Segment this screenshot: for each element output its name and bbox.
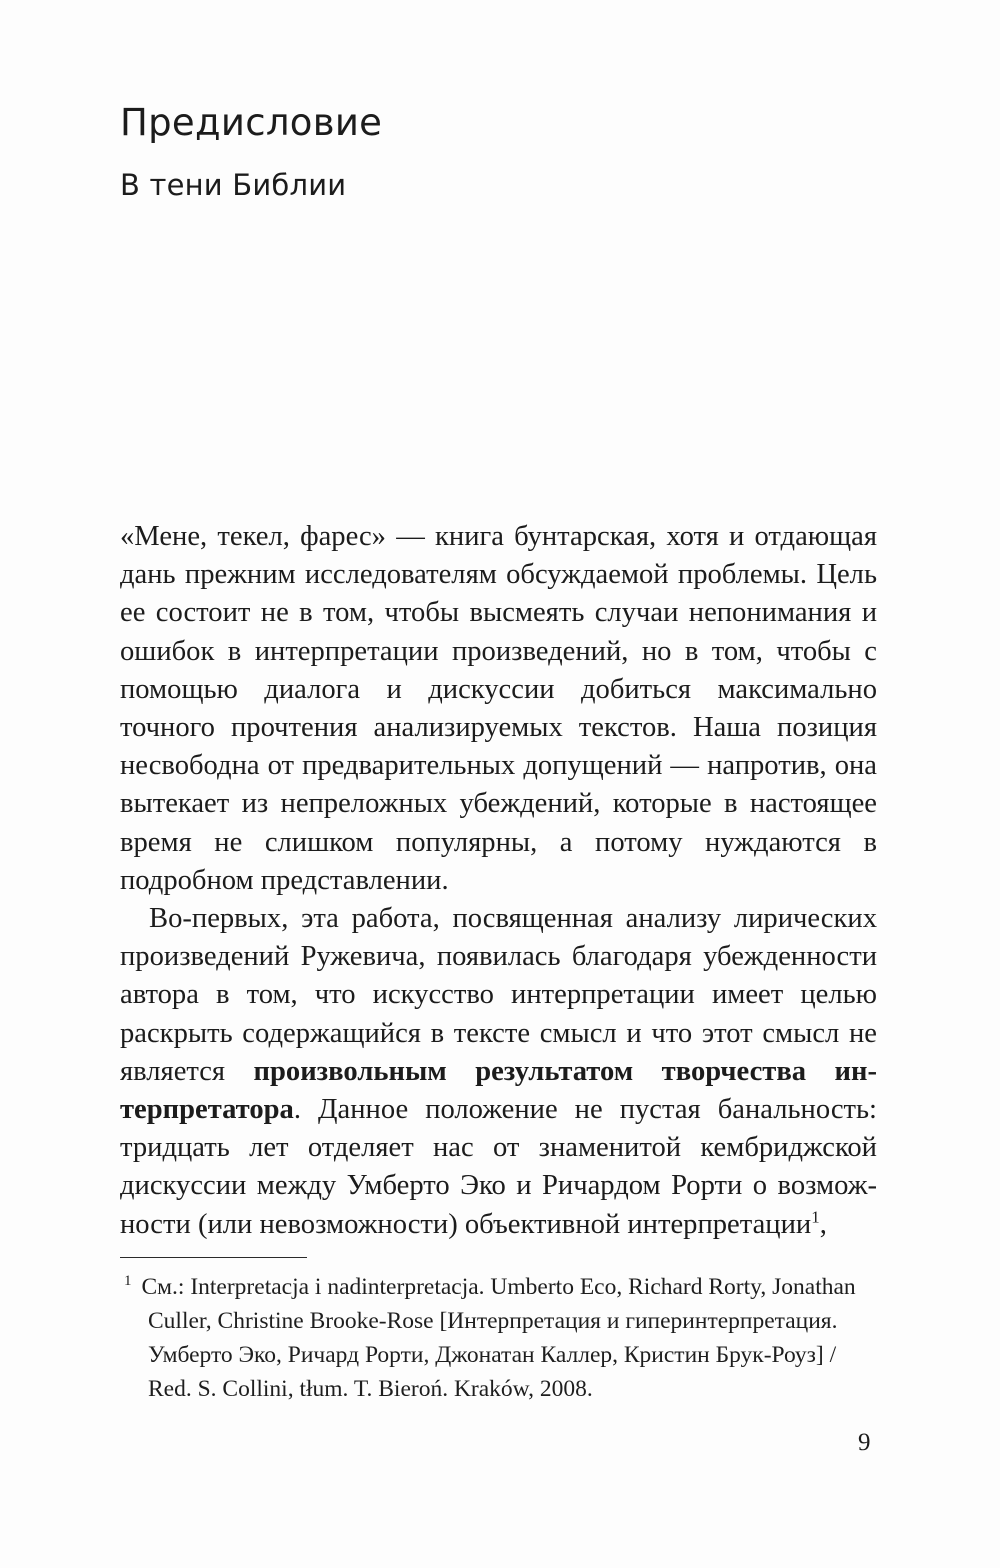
footnote-marker: 1	[124, 1273, 132, 1290]
footnote	[120, 1270, 877, 1406]
footnote-line: Culler, Christine Brooke-Rose [Интерпретация и гиперинтерпретация.	[148, 1308, 838, 1334]
paragraph-1: «Мене, текел, фарес» — книга бунтарская, хотя и отдающая дань прежним исследователям обсуждаемой проблемы. Цель ее состоит не в том, чтобы высмеять случаи непонимания и ошибок в интерпретации произведений, но в том, чтобы с помощью диалога и дискуссии добиться максимально точного прочтения анализируемых текстов. Наша позиция несвободна от предварительных допущений — напротив, она вытекает из непреложных убеждений, которые в настоящее время не слишком популярны, а потому нуждаются в подробном представлении.	[120, 521, 877, 896]
paragraph-2	[120, 900, 877, 1244]
footnote-divider	[120, 1257, 307, 1258]
paragraph-2-end: . Данное положение не пустая банальность: тридцать лет отделяет нас от знаменитой кембриджской дискуссии между Умберто Эко и Ричардом Рорти о возможности (или невозможности) объективной интерпретации	[120, 1094, 877, 1240]
page-title: Предисловие	[120, 101, 383, 144]
paragraph-2-start: Во-первых, эта работа, посвященная анализу лирических произведений Ружевича, появилась благодаря убежденности автора в том, что искусство интерпретации имеет целью раскрыть содержащийся в тексте смысл и что этот смысл не является	[120, 903, 877, 1087]
footnote-line: Умберто Эко, Ричард Рорти, Джонатан Каллер, Кристин Брук-Роуз] /	[148, 1342, 837, 1368]
page-number: 9	[858, 1429, 871, 1456]
footnote-line: Red. S. Collini, tłum. T. Bieroń. Kraków, 2008.	[148, 1376, 593, 1402]
footnote-line: $^1$ См.: Interpretacja i nadinterpretacja. Umberto Eco, Richard Rorty, Jonathan	[124, 1273, 856, 1300]
main-text	[120, 518, 877, 1244]
page-subtitle: В тени Библии	[120, 168, 347, 202]
paragraph-2-emphasis: произвольным результатом творчества интерпретатора	[120, 1055, 877, 1126]
paragraph-2-tail: ,	[819, 1208, 827, 1240]
footnote-reference[interactable]: 1	[811, 1207, 820, 1227]
